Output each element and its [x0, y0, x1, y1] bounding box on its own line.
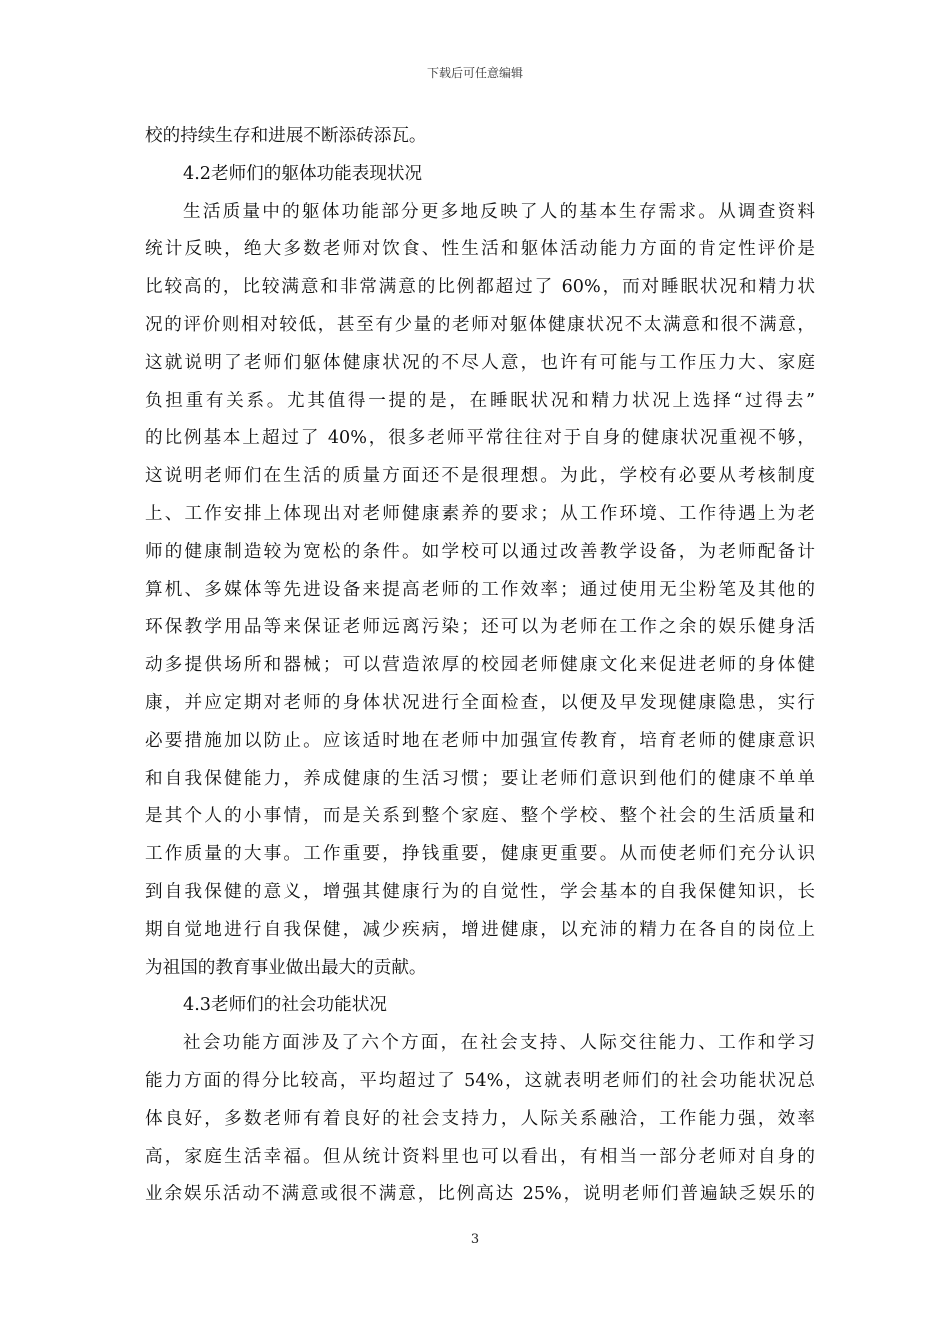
text-line: 能力方面的得分比较高，平均超过了 54%，这就表明老师们的社会功能状况总 [145, 1070, 815, 1091]
section-heading-4-3: 4.3老师们的社会功能状况 [183, 995, 387, 1016]
text-line: 是其个人的小事情，而是关系到整个家庭、整个学校、整个社会的生活质量和 [145, 806, 815, 827]
page-number [0, 1232, 950, 1248]
text-line: 况的评价则相对较低，甚至有少量的老师对躯体健康状况不太满意和很不满意， [145, 314, 815, 335]
text-line: 必要措施加以防止。应该适时地在老师中加强宣传教育，培育老师的健康意识 [145, 730, 815, 751]
page-number-text: 3 [470, 1232, 480, 1247]
text-line: 这就说明了老师们躯体健康状况的不尽人意，也许有可能与工作压力大、家庭 [145, 352, 815, 373]
text-line: 动多提供场所和器械；可以营造浓厚的校园老师健康文化来促进老师的身体健 [145, 655, 815, 676]
text-line: 环保教学用品等来保证老师远离污染；还可以为老师在工作之余的娱乐健身活 [145, 617, 815, 638]
text-line: 期自觉地进行自我保健，减少疾病，增进健康，以充沛的精力在各自的岗位上 [145, 919, 815, 940]
page-header [0, 65, 950, 81]
text-line: 到自我保健的意义，增强其健康行为的自觉性，学会基本的自我保健知识，长 [145, 881, 815, 902]
text-line: 的比例基本上超过了 40%，很多老师平常往往对于自身的健康状况重视不够， [145, 428, 815, 449]
text-line: 生活质量中的躯体功能部分更多地反映了人的基本生存需求。从调查资料 [183, 201, 815, 222]
section-heading-4-2: 4.2老师们的躯体功能表现状况 [183, 163, 423, 184]
text-line: 师的健康制造较为宽松的条件。如学校可以通过改善教学设备，为老师配备计 [145, 541, 815, 562]
text-line: 校的持续生存和进展不断添砖添瓦。 [145, 126, 427, 146]
text-line: 社会功能方面涉及了六个方面，在社会支持、人际交往能力、工作和学习 [183, 1033, 815, 1054]
text-line: 体良好，多数老师有着良好的社会支持力，人际关系融洽，工作能力强，效率 [145, 1108, 815, 1129]
text-line: 高，家庭生活幸福。但从统计资料里也可以看出，有相当一部分老师对自身的 [145, 1146, 815, 1167]
document-body [145, 118, 815, 1214]
text-line: 和自我保健能力，养成健康的生活习惯；要让老师们意识到他们的健康不单单 [145, 768, 815, 789]
header-text: 下载后可任意编辑 [426, 66, 523, 80]
text-line: 算机、多媒体等先进设备来提高老师的工作效率；通过使用无尘粉笔及其他的 [145, 579, 815, 600]
text-line: 上、工作安排上体现出对老师健康素养的要求；从工作环境、工作待遇上为老 [145, 503, 815, 524]
text-line: 为祖国的教育事业做出最大的贡献。 [145, 957, 427, 978]
text-line: 工作质量的大事。工作重要，挣钱重要，健康更重要。从而使老师们充分认识 [145, 844, 815, 865]
text-line: 这说明老师们在生活的质量方面还不是很理想。为此，学校有必要从考核制度 [145, 466, 815, 487]
text-line: 统计反映，绝大多数老师对饮食、性生活和躯体活动能力方面的肯定性评价是 [145, 239, 815, 260]
text-line: 负担重有关系。尤其值得一提的是，在睡眠状况和精力状况上选择“过得去” [145, 390, 815, 411]
text-line: 康，并应定期对老师的身体状况进行全面检查，以便及早发现健康隐患，实行 [145, 692, 815, 713]
text-line: 业余娱乐活动不满意或很不满意，比例高达 25%，说明老师们普遍缺乏娱乐的 [145, 1184, 815, 1205]
text-line: 比较高的，比较满意和非常满意的比例都超过了 60%，而对睡眠状况和精力状 [145, 277, 815, 298]
